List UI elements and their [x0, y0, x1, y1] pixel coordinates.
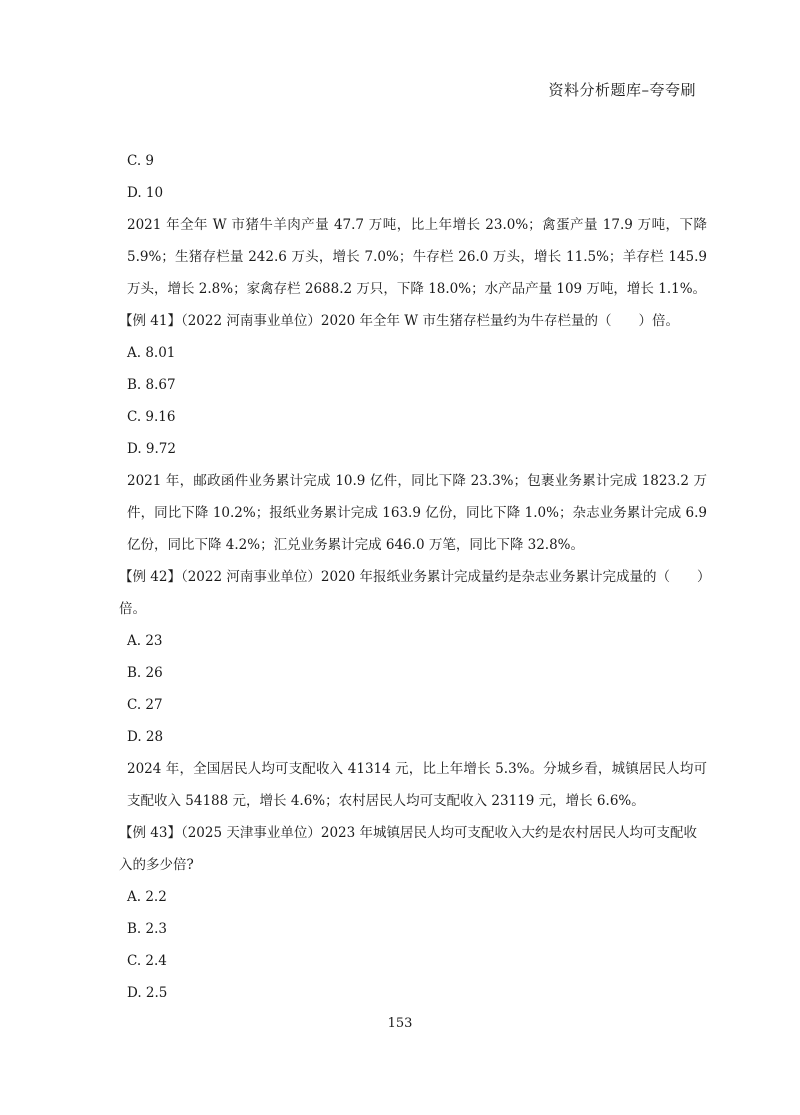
material-paragraph-income: 2024 年，全国居民人均可支配收入 41314 元，比上年增长 5.3%。分城乡看，城镇居民人均可支配收入 54188 元，增长 4.6%；农村居民人均可支配收入 23119 元，增长 6.6%。 [127, 761, 707, 809]
material-paragraph-postal: 2021 年，邮政函件业务累计完成 10.9 亿件，同比下降 23.3%；包裹业务累计完成 1823.2 万件，同比下降 10.2%；报纸业务累计完成 163.9 亿份，同比下降 1.0%；杂志业务累计完成 6.9 亿份，同比下降 4.2%；汇兑业务累计完成 646.0 万笔，同比下降 32.8%。 [127, 473, 707, 553]
q42-option-b: B. 26 [127, 665, 163, 681]
material-paragraph-livestock: 2021 年全年 W 市猪牛羊肉产量 47.7 万吨，比上年增长 23.0%；禽蛋产量 17.9 万吨，下降 5.9%；生猪存栏量 242.6 万头，增长 7.0%；牛存栏 26.0 万头，增长 11.5%；羊存栏 145.9 万头，增长 2.8%；家禽存栏 2688.2 万只，下降 18.0%；水产品产量 109 万吨，增长 1.1%。 [127, 217, 707, 297]
q42-option-a: A. 23 [127, 633, 163, 649]
q43-option-d: D. 2.5 [127, 985, 168, 1001]
running-header: 资料分析题库–夸夸刷 [548, 81, 696, 99]
q43-option-a: A. 2.2 [127, 889, 167, 905]
q41-option-a: A. 8.01 [127, 345, 176, 361]
q41-option-c: C. 9.16 [127, 409, 176, 425]
question-41: 【例 41】（2022 河南事业单位）2020 年全年 W 市生猪存栏量约为牛存栏量的（ ）倍。 [119, 313, 679, 329]
question-43: 【例 43】（2025 天津事业单位）2023 年城镇居民人均可支配收入大约是农村居民人均可支配收入的多少倍? [119, 825, 698, 873]
option-c-prev: C. 9 [127, 153, 155, 169]
q42-option-d: D. 28 [127, 729, 164, 745]
page-number: 153 [387, 1016, 413, 1031]
question-42: 【例 42】（2022 河南事业单位）2020 年报纸业务累计完成量约是杂志业务累计完成量的（ ）倍。 [119, 569, 704, 617]
q41-option-b: B. 8.67 [127, 377, 176, 393]
option-d-prev: D. 10 [127, 185, 164, 201]
q42-option-c: C. 27 [127, 697, 163, 713]
q41-option-d: D. 9.72 [127, 441, 176, 457]
q43-option-b: B. 2.3 [127, 921, 167, 937]
q43-option-c: C. 2.4 [127, 953, 167, 969]
page-body [119, 145, 707, 1009]
